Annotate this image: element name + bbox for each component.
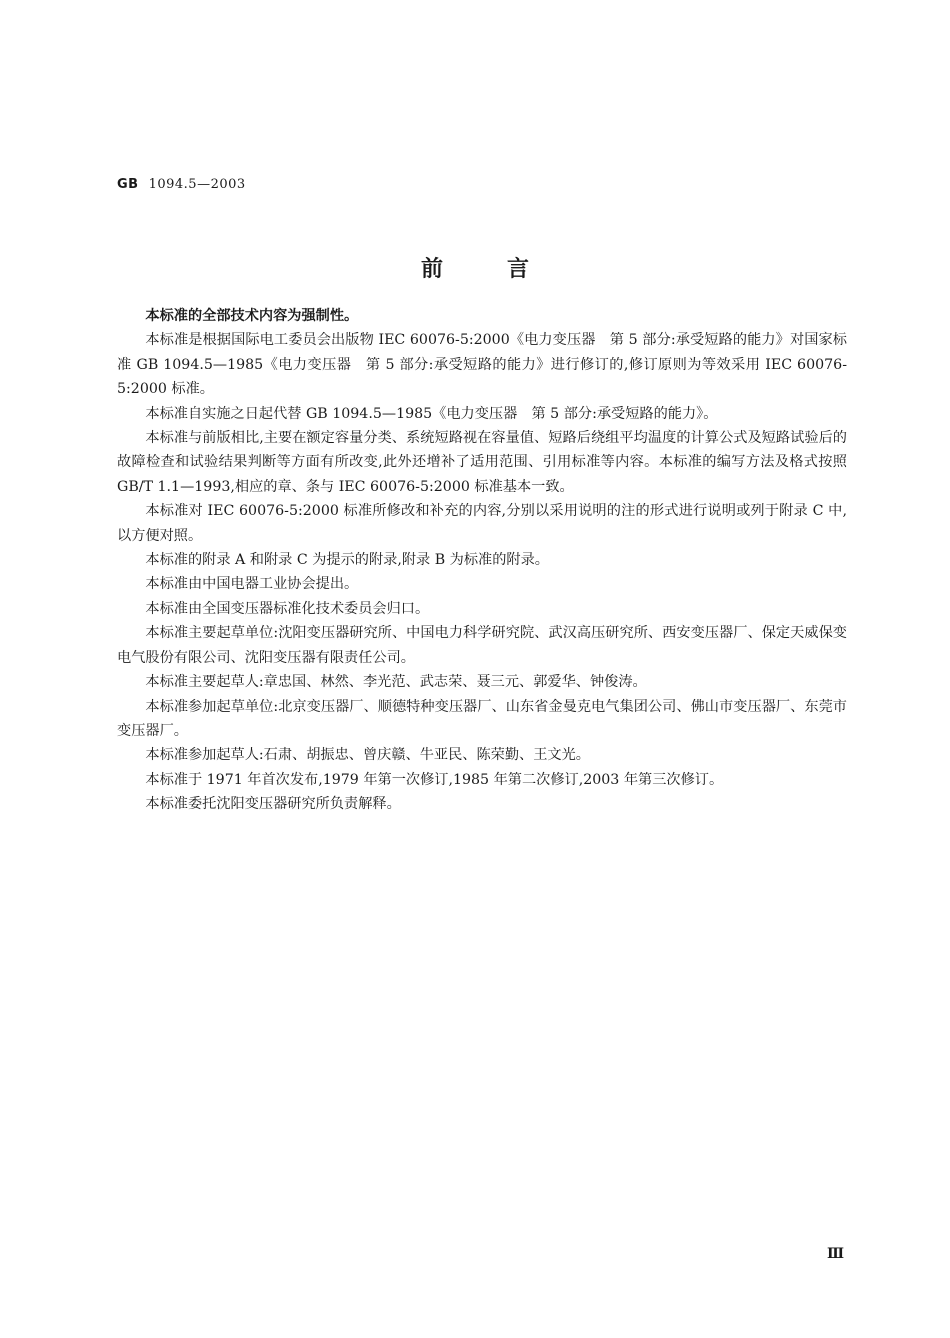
participating-drafters-paragraph: 本标准参加起草人:石肃、胡振忠、曾庆赣、牛亚民、陈荣勤、王文光。 (145, 747, 590, 764)
standard-number-header (117, 177, 246, 192)
basis-paragraph: 本标准是根据国际电工委员会出版物 IEC 60076-5:2000《电力变压器 第 5 部分:承受短路的能力》对国家标准 GB 1094.5—1985《电力变压器 第 5 部分:承受短路的能力》进行修订的,修订原则为等效采用 IEC 60076-5:2000 标准。 (117, 332, 847, 398)
main-drafting-units-paragraph: 本标准主要起草单位:沈阳变压器研究所、中国电力科学研究院、武汉高压研究所、西安变压器厂、保定天威保变电气股份有限公司、沈阳变压器有限责任公司。 (117, 625, 847, 666)
modifications-paragraph: 本标准对 IEC 60076-5:2000 标准所修改和补充的内容,分别以采用说明的注的形式进行说明或列于附录 C 中,以方便对照。 (117, 503, 847, 544)
annex-paragraph: 本标准的附录 A 和附录 C 为提示的附录,附录 B 为标准的附录。 (145, 552, 549, 569)
proposer-paragraph: 本标准由中国电器工业协会提出。 (145, 576, 359, 593)
changes-paragraph: 本标准与前版相比,主要在额定容量分类、系统短路视在容量值、短路后绕组平均温度的计算公式及短路试验后的故障检查和试验结果判断等方面有所改变,此外还增补了适用范围、引用标准等内容。本标准的编写方法及格式按照 GB/T 1.1—1993,相应的章、条与 IEC 60076-5:2000 标准基本一致。 (117, 430, 847, 495)
participating-units-paragraph: 本标准参加起草单位:北京变压器厂、顺德特种变压器厂、山东省金曼克电气集团公司、佛山市变压器厂、东莞市变压器厂。 (117, 698, 847, 739)
history-paragraph: 本标准于 1971 年首次发布,1979 年第一次修订,1985 年第二次修订,2003 年第三次修订。 (145, 771, 724, 788)
standard-prefix: GB (117, 177, 139, 192)
committee-paragraph: 本标准由全国变压器标准化技术委员会归口。 (145, 600, 430, 617)
mandatory-statement-paragraph: 本标准的全部技术内容为强制性。 (145, 308, 359, 324)
main-drafters-paragraph: 本标准主要起草人:章忠国、林然、李光范、武志荣、聂三元、郭爱华、钟俊涛。 (145, 674, 647, 691)
foreword-body (117, 304, 847, 817)
interpretation-paragraph: 本标准委托沈阳变压器研究所负责解释。 (145, 796, 401, 813)
page-title: 前言 (420, 256, 593, 282)
standard-number: 1094.5—2003 (148, 177, 246, 192)
page-number: Ⅲ (827, 1246, 845, 1262)
replacement-paragraph: 本标准自实施之日起代替 GB 1094.5—1985《电力变压器 第 5 部分:承受短路的能力》。 (145, 405, 718, 422)
